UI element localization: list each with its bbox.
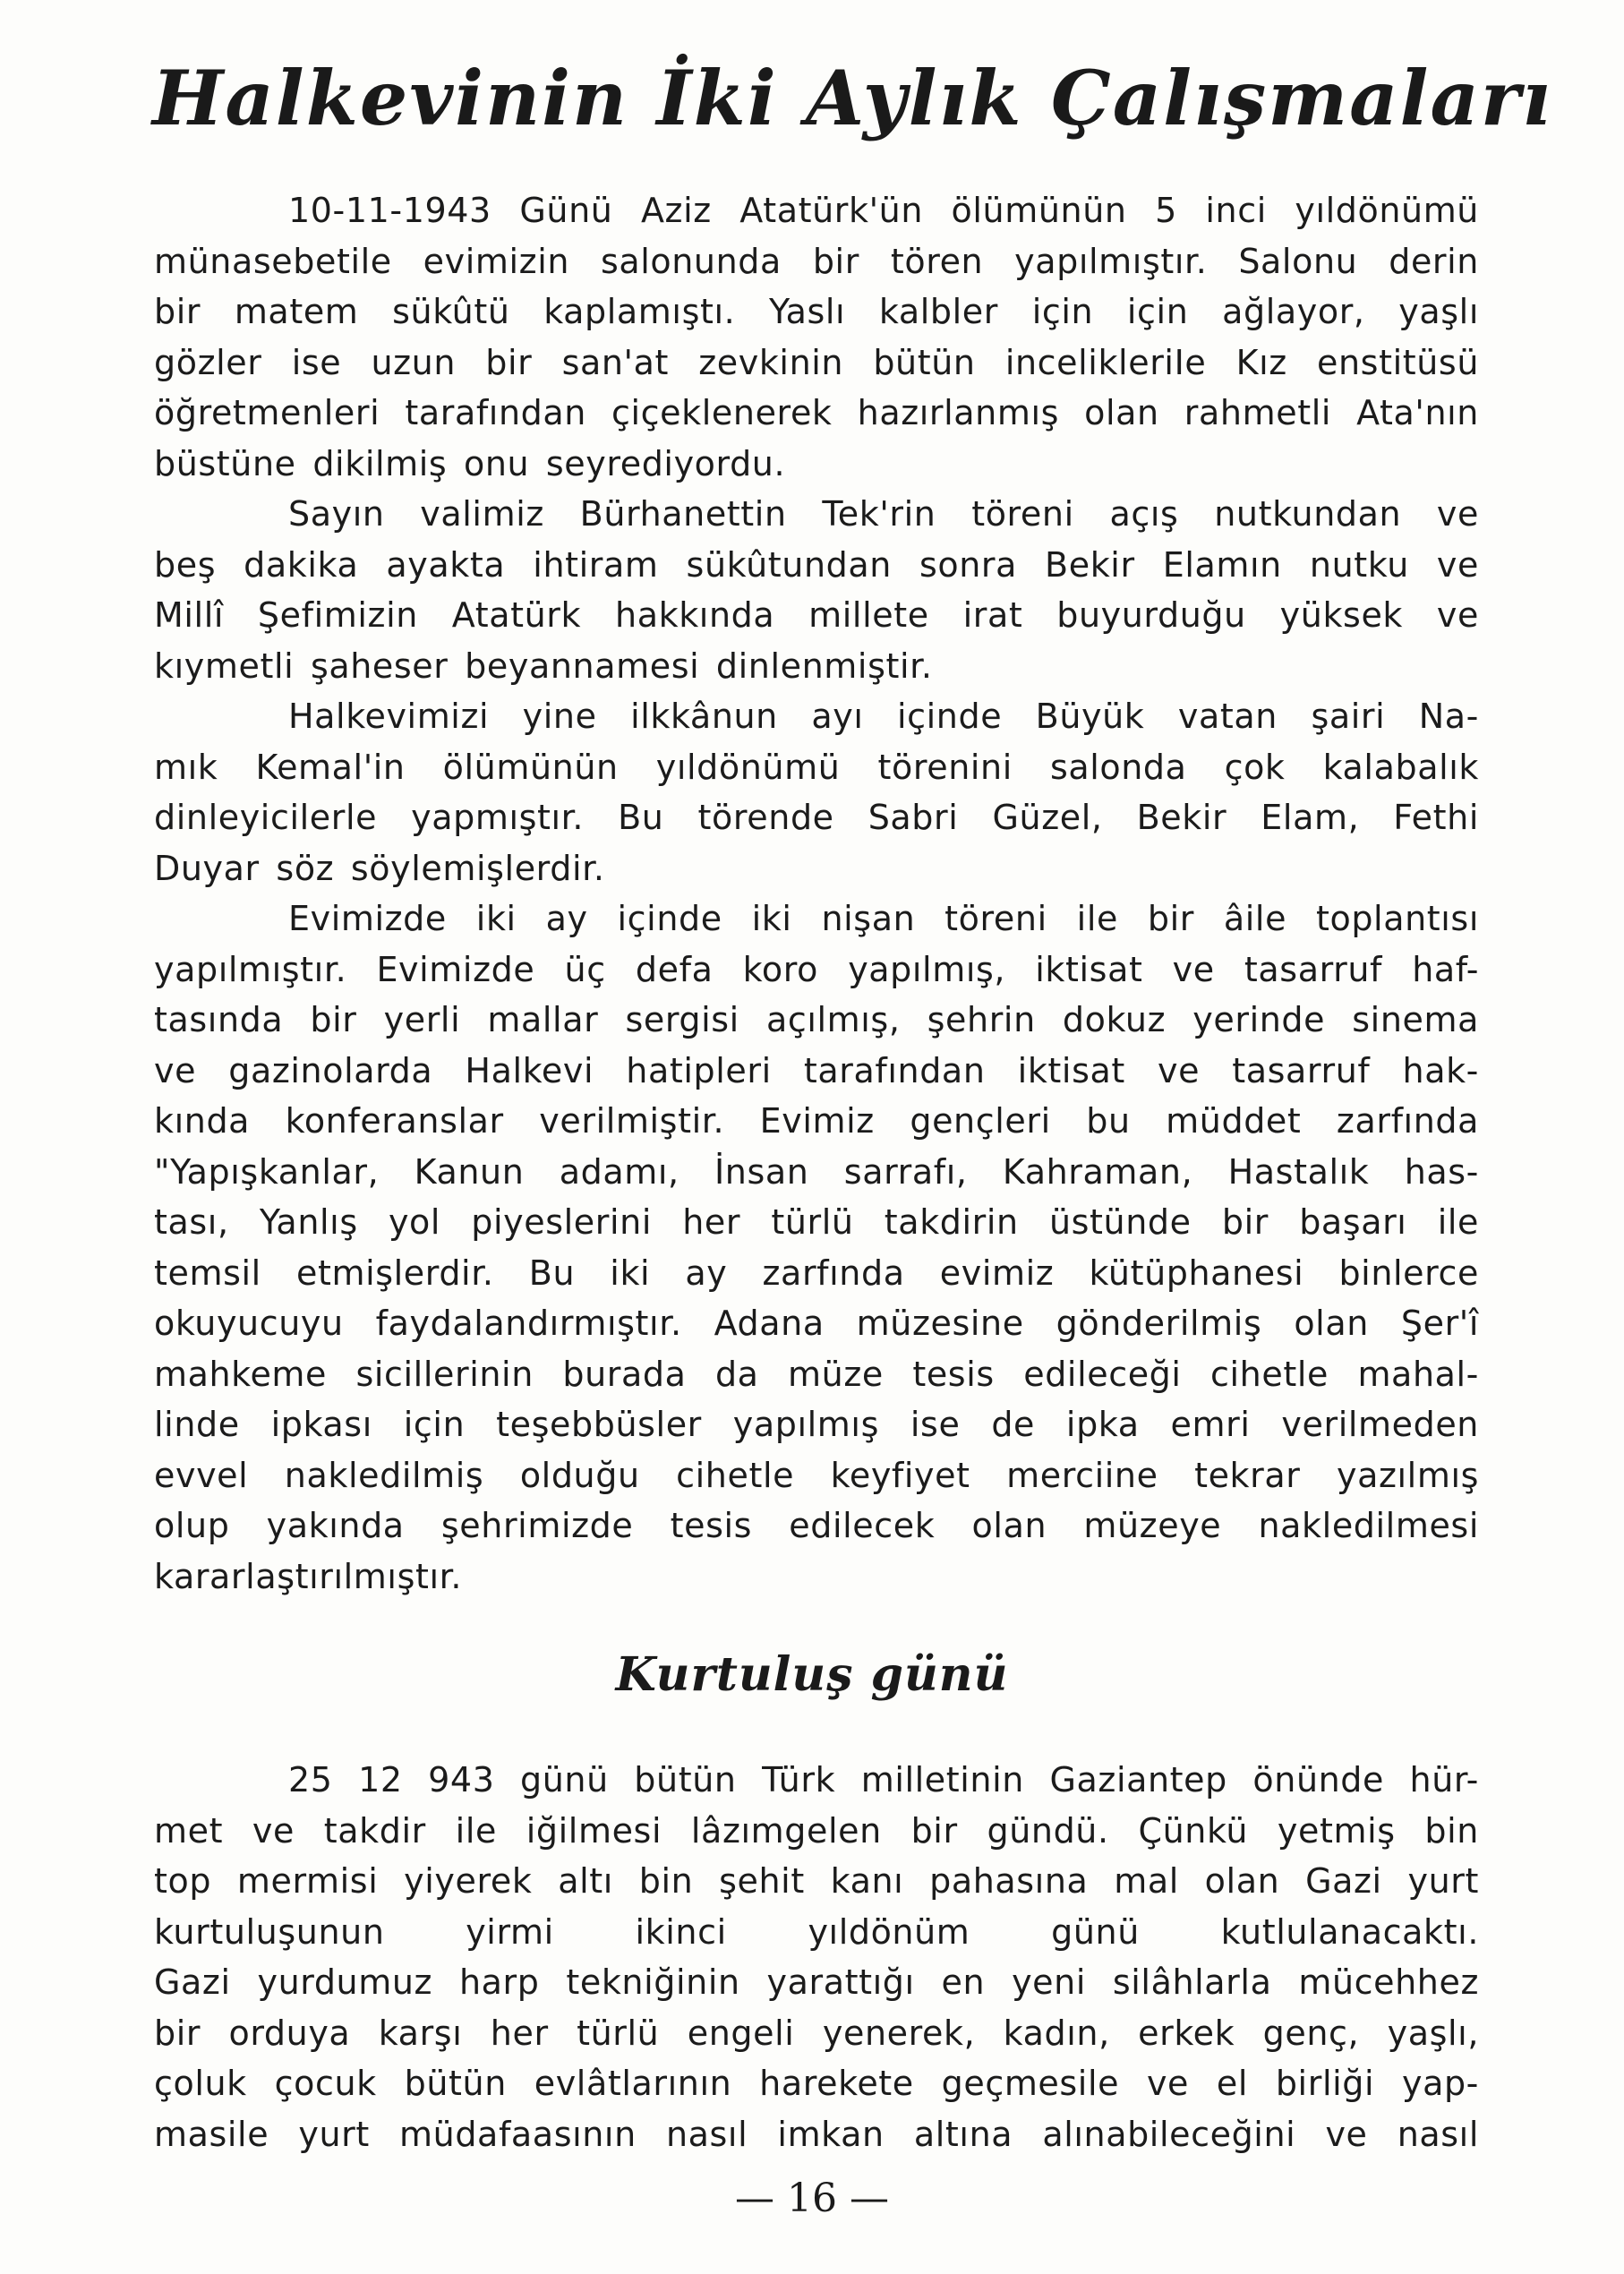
text-line: çoluk çocuk bütün evlâtlarının harekete geçmesile ve el birliği yap- — [154, 2064, 1479, 2103]
text-line: Millî Şefimizin Atatürk hakkında millete irat buyurduğu yüksek ve — [154, 595, 1479, 635]
text-line: 25 12 943 günü bütün Türk milletinin Gaziantep önünde hür- — [288, 1760, 1479, 1800]
text-line: Duyar söz söylemişlerdir. — [154, 848, 605, 888]
text-line: olup yakında şehrimizde tesis edilecek olan müzeye nakledilmesi — [154, 1506, 1479, 1545]
text-line: okuyucuyu faydalandırmıştır. Adana müzesine gönderilmiş olan Şer'î — [154, 1304, 1479, 1343]
text-line: mahkeme sicillerinin burada da müze tesis edileceği cihetle mahal- — [154, 1354, 1479, 1394]
text-line: beş dakika ayakta ihtiram sükûtundan sonra Bekir Elamın nutku ve — [154, 544, 1479, 585]
text-line: temsil etmişlerdir. Bu iki ay zarfında evimiz kütüphanesi binlerce — [154, 1252, 1479, 1293]
text-line: kurtuluşunun yirmi ikinci yıldönüm günü kutlulanacaktı. — [154, 1911, 1479, 1952]
text-line: masile yurt müdafaasının nasıl imkan altına alınabileceğini ve nasıl — [154, 2114, 1479, 2154]
section-2-body — [154, 1755, 1479, 2159]
text-line: münasebetile evimizin salonunda bir tören yapılmıştır. Salonu derin — [154, 241, 1479, 281]
text-line: linde ipkası için teşebbüsler yapılmış ise de ipka emri verilmeden — [154, 1405, 1479, 1444]
text-line: "Yapışkanlar, Kanun adamı, İnsan sarrafı, Kahraman, Hastalık has- — [154, 1151, 1479, 1192]
text-line: büstüne dikilmiş onu seyrediyordu. — [154, 443, 786, 483]
page-title: Halkevinin İki Aylık Çalışmaları — [152, 54, 1553, 142]
text-line: kında konferanslar verilmiştir. Evimiz gençleri bu müddet zarfında — [154, 1101, 1479, 1141]
section-1-body — [154, 185, 1479, 1602]
text-line: dinleyicilerle yapmıştır. Bu törende Sabri Güzel, Bekir Elam, Fethi — [154, 798, 1479, 837]
text-line: mık Kemal'in ölümünün yıldönümü törenini salonda çok kalabalık — [154, 747, 1479, 787]
text-line: Sayın valimiz Bürhanettin Tek'rin töreni açış nutkundan ve — [288, 494, 1479, 534]
text-line: evvel nakledilmiş olduğu cihetle keyfiyet merciine tekrar yazılmış — [154, 1455, 1479, 1495]
text-line: Halkevimizi yine ilkkânun ayı içinde Büyük vatan şairi Na- — [288, 697, 1479, 736]
text-line: Gazi yurdumuz harp tekniğinin yarattığı en yeni silâhlarla mücehhez — [154, 1962, 1479, 2002]
section-heading: Kurtuluş günü — [615, 1647, 1009, 1702]
text-line: tasında bir yerli mallar sergisi açılmış, şehrin dokuz yerinde sinema — [154, 1000, 1479, 1039]
text-line: met ve takdir ile iğilmesi lâzımgelen bir gündü. Çünkü yetmiş bin — [154, 1810, 1479, 1851]
text-line: 10-11-1943 Günü Aziz Atatürk'ün ölümünün 5 inci yıldönümü — [288, 191, 1479, 230]
text-line: ve gazinolarda Halkevi hatipleri tarafından iktisat ve tasarruf hak- — [154, 1050, 1479, 1090]
page-number: — 16 — — [735, 2176, 889, 2221]
text-line: Evimizde iki ay içinde iki nişan töreni ile bir âile toplantısı — [288, 899, 1479, 938]
text-line: bir matem sükûtü kaplamıştı. Yaslı kalbler için için ağlayor, yaşlı — [154, 292, 1479, 331]
text-line: tası, Yanlış yol piyeslerini her türlü takdirin üstünde bir başarı ile — [154, 1202, 1479, 1242]
text-line: bir orduya karşı her türlü engeli yenerek, kadın, erkek genç, yaşlı, — [154, 2013, 1479, 2053]
text-line: kıymetli şaheser beyannamesi dinlenmiştir. — [154, 645, 933, 686]
text-line: öğretmenleri tarafından çiçeklenerek hazırlanmış olan rahmetli Ata'nın — [154, 393, 1479, 432]
text-line: yapılmıştır. Evimizde üç defa koro yapılmış, iktisat ve tasarruf haf- — [154, 949, 1479, 989]
text-line: top mermisi yiyerek altı bin şehit kanı pahasına mal olan Gazi yurt — [154, 1861, 1479, 1901]
text-line: kararlaştırılmıştır. — [154, 1556, 463, 1596]
text-line: gözler ise uzun bir san'at zevkinin bütün incelikleriIe Kız enstitüsü — [154, 342, 1479, 382]
